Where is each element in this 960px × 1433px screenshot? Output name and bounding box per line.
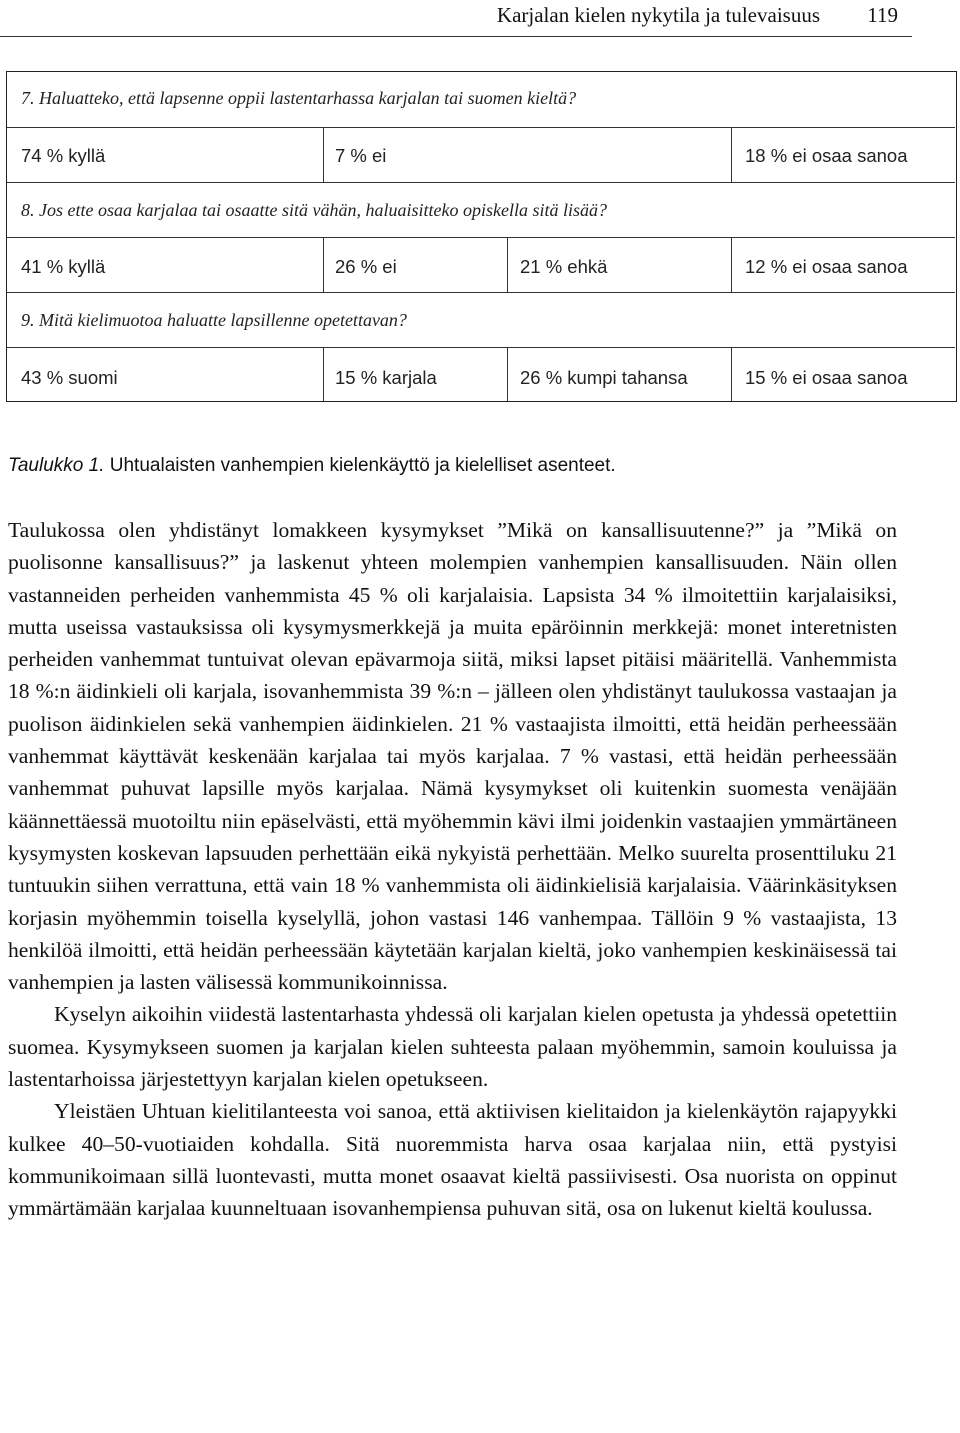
answer-8-dontknow: 12 % ei osaa sanoa	[745, 256, 908, 277]
survey-table	[6, 71, 957, 402]
answer-8-no: 26 % ei	[335, 256, 397, 277]
body-text	[8, 514, 897, 1225]
table-divider	[7, 237, 955, 238]
answer-7-dontknow: 18 % ei osaa sanoa	[745, 145, 908, 166]
running-title: Karjalan kielen nykytila ja tulevaisuus	[496, 3, 820, 27]
table-divider	[507, 237, 508, 292]
table-divider	[7, 182, 955, 183]
question-7: 7. Haluatteko, että lapsenne oppii lastentarhassa karjalan tai suomen kieltä?	[21, 88, 577, 108]
answer-8-yes: 41 % kyllä	[21, 256, 106, 277]
page-number: 119	[867, 3, 898, 27]
table-divider	[507, 347, 508, 401]
answer-9-either: 26 % kumpi tahansa	[520, 367, 688, 388]
caption-text: Uhtualaisten vanhempien kielenkäyttö ja kielelliset asenteet.	[109, 455, 616, 476]
table-divider	[323, 347, 324, 401]
table-divider	[731, 347, 732, 401]
paragraph-3: Yleistäen Uhtuan kielitilanteesta voi sanoa, että aktiivisen kielitaidon ja kielenkäytön rajapyykki kulkee 40–50-vuotiaiden kohdalla. Sitä nuoremmista harva osaa karjalaa niin, että pystyisi kommunikoimaan sillä luontevasti, mutta monet osaavat kieltä passiivisesti. Osa nuorista on oppinut ymmärtämään karjalaa kuunneltuaan isovanhempiensa puhuvan sitä, osa on lukenut kieltä koulussa.	[8, 1099, 897, 1221]
answer-7-no: 7 % ei	[335, 145, 387, 166]
table-divider	[323, 237, 324, 292]
table-caption	[8, 455, 616, 477]
table-divider	[7, 347, 955, 348]
paragraph-1: Taulukossa olen yhdistänyt lomakkeen kysymykset ”Mikä on kansallisuutenne?” ja ”Mikä on puolisonne kansallisuus?” ja laskenut yhteen molempien vanhempien kansallisuuden. Näin ollen vastanneiden perheiden vanhemmista 45 % oli karjalaisia. Lapsista 34 % ilmoitettiin karjalaisiksi, mutta useissa vastauksissa oli kysymysmerkkejä ja muita epäröinnin merkkejä: monet interetnisten perheiden vanhemmat tuntuivat olevan epävarmoja siitä, miksi lapset pitäisi määritellä. Vanhemmista 18 %:n äidinkieli oli karjala, isovanhemmista 39 %:n – jälleen olen yhdistänyt taulukossa vastaajan ja puolison äidinkielen sekä vanhempien äidinkielen. 21 % vastaajista ilmoitti, että heidän perheessään vanhemmat käyttävät keskenään karjalaa tai myös karjalaa. 7 % vastasi, että heidän perheessään vanhemmat puhuvat lapsille myös karjalaa. Nämä kysymykset oli kuitenkin suomesta venäjään käännettäessä muotoiltu niin epäselvästi, että myöhemmin kävi ilmi joidenkin vastaajien ymmärtäneen kysymysten koskevan lapsuuden perhettään eikä nykyistä perhettään. Melko suurelta prosenttiluku 21 tuntuukin siihen verrattuna, että vain 18 % vanhemmista oli äidinkielisiä karjalaisia. Väärinkäsityksen korjasin myöhemmin toisella kyselyllä, johon vastasi 146 vanhempaa. Tällöin 9 % vastaajista, 13 henkilöä ilmoitti, että heidän perheessään käytetään karjalan kieltä, joko vanhempien keskinäisessä tai vanhempien ja lasten välisessä kommunikoinnissa.	[8, 518, 897, 995]
answer-9-dontknow: 15 % ei osaa sanoa	[745, 367, 908, 388]
table-divider	[7, 127, 955, 128]
running-head	[0, 0, 912, 37]
table-divider	[7, 292, 955, 293]
paragraph-2: Kyselyn aikoihin viidestä lastentarhasta yhdessä oli karjalan kielen opetusta ja yhdessä opetettiin suomea. Kysymykseen suomen ja karjalan kielen suhteesta palaan myöhemmin, samoin kouluissa ja lastentarhoissa järjestettyyn karjalan kielen opetukseen.	[8, 1002, 897, 1092]
answer-7-yes: 74 % kyllä	[21, 145, 106, 166]
question-9: 9. Mitä kielimuotoa haluatte lapsillenne opetettavan?	[21, 310, 407, 330]
answer-8-maybe: 21 % ehkä	[520, 256, 608, 277]
answer-9-karelian: 15 % karjala	[335, 367, 437, 388]
question-8: 8. Jos ette osaa karjalaa tai osaatte sitä vähän, haluaisitteko opiskella sitä lisää?	[21, 200, 607, 220]
table-divider	[731, 127, 732, 182]
table-divider	[323, 127, 324, 182]
table-divider	[731, 237, 732, 292]
caption-label: Taulukko 1.	[8, 455, 105, 476]
answer-9-finnish: 43 % suomi	[21, 367, 118, 388]
